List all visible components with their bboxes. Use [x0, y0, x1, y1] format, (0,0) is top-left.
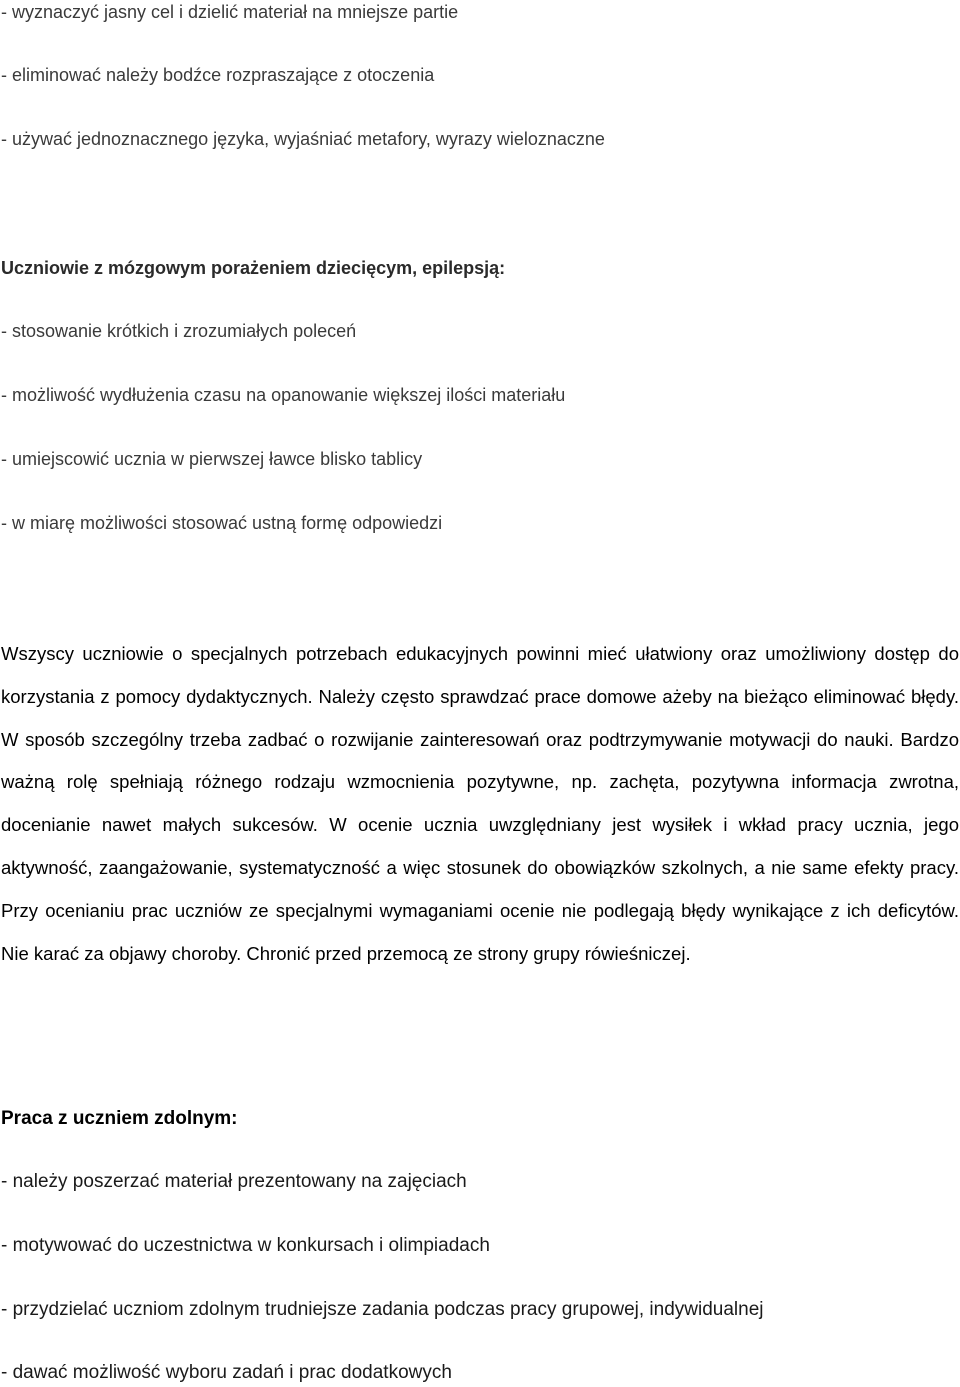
section-heading: Uczniowie z mózgowym porażeniem dziecięcym, epilepsją: [1, 258, 506, 278]
list-item: - dawać możliwość wyboru zadań i prac dodatkowych [1, 1362, 452, 1383]
section-heading: Praca z uczniem zdolnym: [1, 1108, 238, 1129]
body-paragraph: Wszyscy uczniowie o specjalnych potrzebach edukacyjnych powinni mieć ułatwiony oraz umożliwiony dostęp do korzystania z pomocy dydaktycznych. Należy często sprawdzać prace domowe ażeby na bieżąco eliminować błędy. W sposób szczególny trzeba zadbać o rozwijanie zainteresowań oraz podtrzymywanie motywacji do nauki. Bardzo ważną rolę spełniają różnego rodzaju wzmocnienia pozytywne, np. zachęta, pozytywna informacja zwrotna, docenianie nawet małych sukcesów. W ocenie ucznia uwzględniany jest wysiłek i wkład pracy ucznia, jego aktywność, zaangażowanie, systematyczność a więc stosunek do obowiązków szkolnych, a nie same efekty pracy. Przy ocenianiu prac uczniów ze specjalnymi wymaganiami ocenie nie podlegają błędy wynikające z ich deficytów. Nie karać za objawy choroby. Chronić przed przemocą ze strony grupy rówieśniczej. [1, 643, 959, 964]
list-item: - eliminować należy bodźce rozpraszające z otoczenia [1, 65, 435, 85]
list-item: - należy poszerzać materiał prezentowany na zajęciach [1, 1171, 467, 1192]
list-item: - umiejscowić ucznia w pierwszej ławce blisko tablicy [1, 449, 423, 469]
list-item: - przydzielać uczniom zdolnym trudniejsze zadania podczas pracy grupowej, indywidualnej [1, 1299, 764, 1320]
list-item: - w miarę możliwości stosować ustną formę odpowiedzi [1, 513, 443, 533]
list-item: - stosowanie krótkich i zrozumiałych poleceń [1, 321, 357, 341]
list-item: - używać jednoznacznego języka, wyjaśniać metafory, wyrazy wieloznaczne [1, 129, 605, 149]
list-item: - motywować do uczestnictwa w konkursach i olimpiadach [1, 1235, 490, 1256]
list-item: - wyznaczyć jasny cel i dzielić materiał na mniejsze partie [1, 2, 459, 22]
list-item: - możliwość wydłużenia czasu na opanowanie większej ilości materiału [1, 385, 566, 405]
